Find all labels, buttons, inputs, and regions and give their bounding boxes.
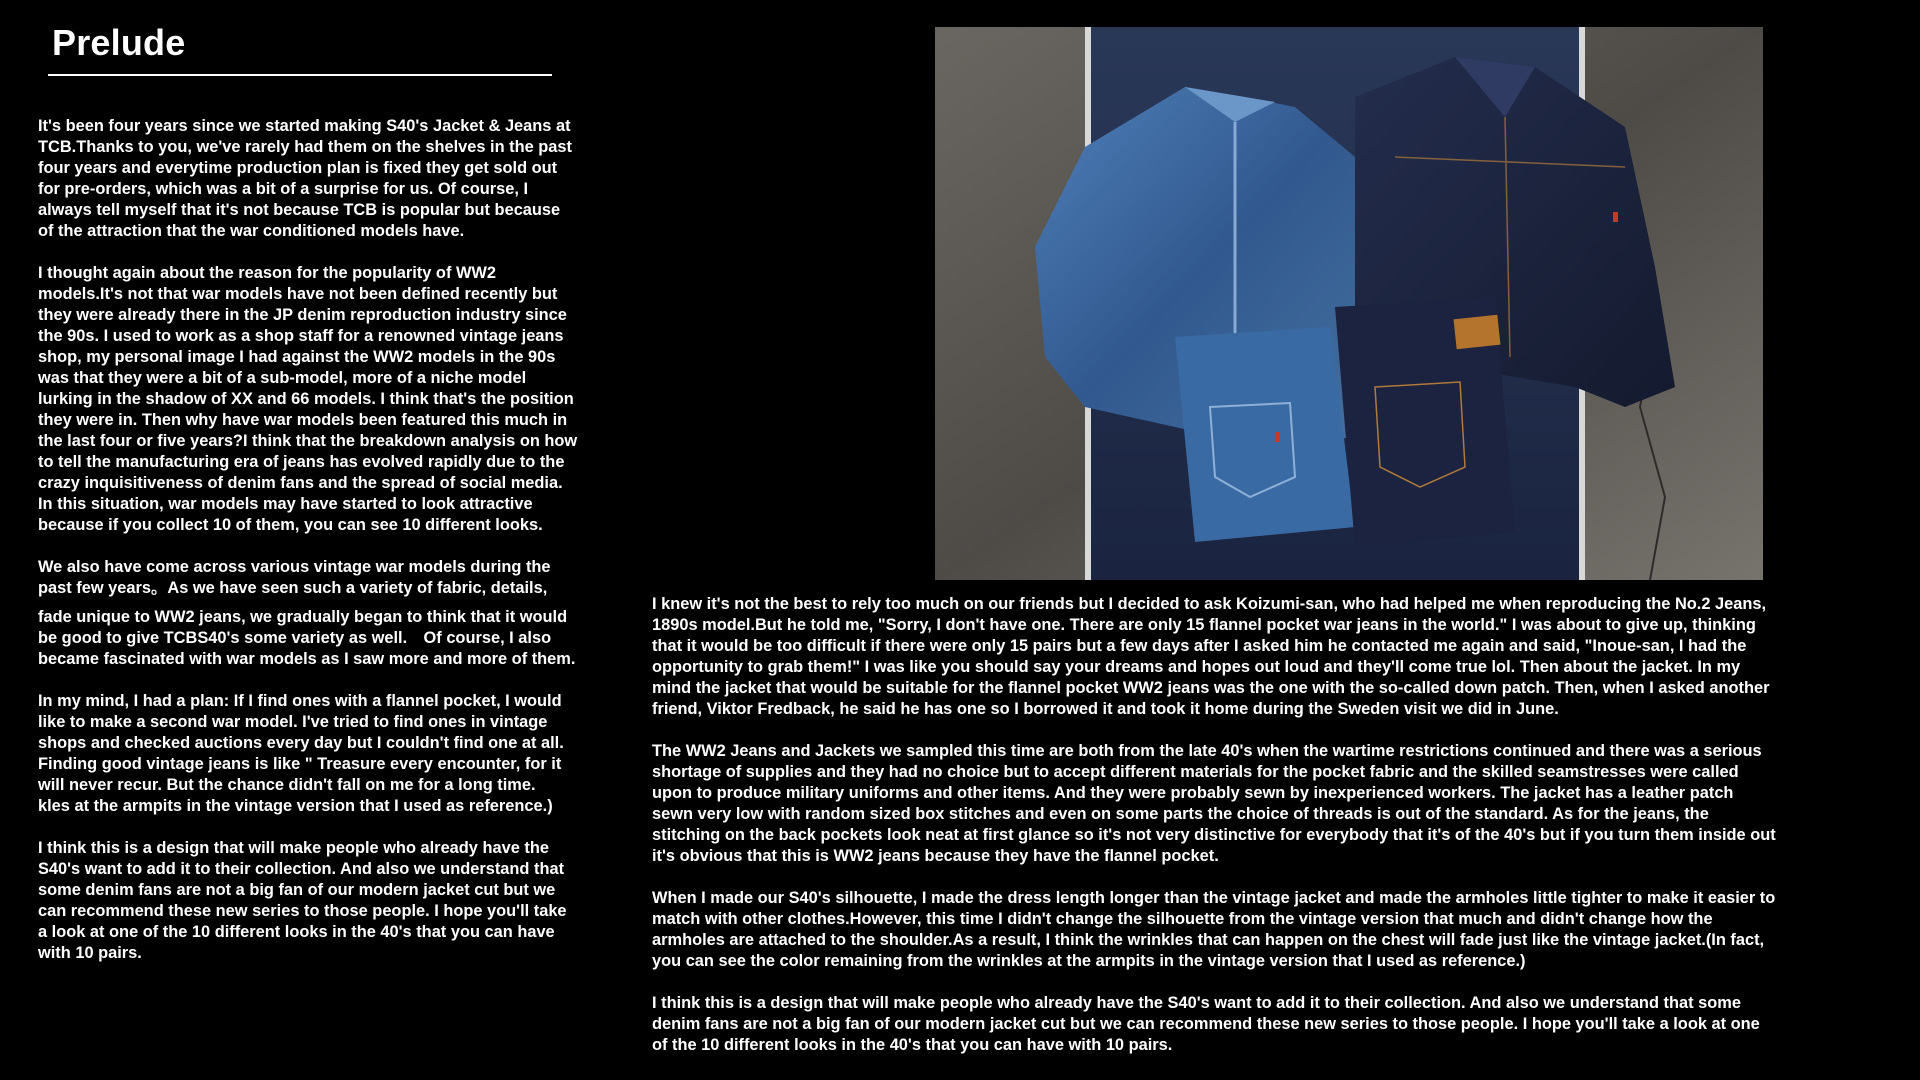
left-paragraph-3: We also have come across various vintage war models during the past few years。As we have seen such a variety of fabric, details, <box>38 558 551 597</box>
red-tab-jeans <box>1275 432 1280 442</box>
left-text-column <box>38 116 638 985</box>
left-paragraph-4: fade unique to WW2 jeans, we gradually began to think that it would be good to give TCBS40's some variety as well. Of course, I also became fascinated with war models as I saw more and more of them. <box>38 608 576 668</box>
page-title: Prelude <box>52 22 186 63</box>
right-paragraph-3: When I made our S40's silhouette, I made the dress length longer than the vintage jacket and made the armholes little tighter to make it easier to match with other clothes.However, this time I didn't change the silhouette from the vintage version that much and didn't change how the armholes are attached to the shoulder.As a result, I think the wrinkles that can happen on the chest will fade just like the vintage jacket.(In fact, you can see the color remaining from the wrinkles at the armpits in the vintage version that I used as reference.) <box>652 889 1776 970</box>
red-tab <box>1613 212 1618 222</box>
left-paragraph-1: It's been four years since we started making S40's Jacket & Jeans at TCB.Thanks to you, we've rarely had them on the shelves in the past four years and everytime production plan is fixed they get sold out for pre-orders, which was a bit of a surprise for us. Of course, I always tell myself that it's not because TCB is popular but because of the attraction that the war conditioned models have. <box>38 117 572 240</box>
denim-photo <box>935 27 1763 580</box>
right-paragraph-2: The WW2 Jeans and Jackets we sampled this time are both from the late 40's when the wartime restrictions continued and there was a serious shortage of supplies and they had no choice but to accept different materials for the pocket fabric and the skilled seamstresses were called upon to produce military uniforms and other items. And they were probably sewn by inexperienced workers. The jacket has a leather patch sewn very low with random sized box stitches and even on some parts the choice of threads is out of the standard. As for the jeans, the stitching on the back pockets look neat at first glance so it's not very distinctive for everybody that it's of the 40's but if you turn them inside out it's obvious that this is WW2 jeans because they have the flannel pocket. <box>652 742 1776 865</box>
left-paragraph-6: I think this is a design that will make people who already have the S40's want to add it to their collection. And also we understand that some denim fans are not a big fan of our modern jacket cut but we can recommend these new series to those people. I hope you'll take a look at one of the 10 different looks in the 40's that you can have with 10 pairs. <box>38 839 567 962</box>
denim-photo-illustration <box>935 27 1763 580</box>
right-paragraph-4: I think this is a design that will make people who already have the S40's want to add it to their collection. And also we understand that some denim fans are not a big fan of our modern jacket cut but we can recommend these new series to those people. I hope you'll take a look at one of the 10 different looks in the 40's that you can have with 10 pairs. <box>652 994 1760 1054</box>
title-underline <box>48 74 552 76</box>
leather-patch <box>1454 315 1501 349</box>
left-paragraph-5: In my mind, I had a plan: If I find ones with a flannel pocket, I would like to make a second war model. I've tried to find ones in vintage shops and checked auctions every day but I couldn't find one at all. Finding good vintage jeans is like " Treasure every encounter, for it will never recur. But the chance didn't fall on me for a long time. kles at the armpits in the vintage version that I used as reference.) <box>38 692 564 815</box>
left-paragraph-2: I thought again about the reason for the popularity of WW2 models.It's not that war models have not been defined recently but they were already there in the JP denim reproduction industry since the 90s. I used to work as a shop staff for a renowned vintage jeans shop, my personal image I had against the WW2 models in the 90s was that they were a bit of a sub-model, more of a niche model lurking in the shadow of XX and 66 models. I think that's the position they were in. Then why have war models been featured this much in the last four or five years?I think that the breakdown analysis on how to tell the manufacturing era of jeans has evolved rapidly due to the crazy inquisitiveness of denim fans and the spread of social media. In this situation, war models may have started to look attractive because if you collect 10 of them, you can see 10 different looks. <box>38 264 578 534</box>
right-paragraph-1: I knew it's not the best to rely too much on our friends but I decided to ask Koizumi-san, who had helped me when reproducing the No.2 Jeans, 1890s model.But he told me, "Sorry, I don't have one. There are only 15 flannel pocket war jeans in the world." I was about to give up, thinking that it would be too difficult if there were only 15 pairs but a few days after I asked him he contacted me again and said, "Inoue-san, I had the opportunity to grab them!" I was like you should say your dreams and hopes out loud and they'll come true lol. Then about the jacket. In my mind the jacket that would be suitable for the flannel pocket WW2 jeans was the one with the so-called down patch. Then, when I asked another friend, Viktor Fredback, he said he has one so I borrowed it and took it home during the Sweden visit we did in June. <box>652 595 1770 718</box>
faded-jeans <box>1175 327 1355 542</box>
right-text-column <box>652 594 1902 1077</box>
